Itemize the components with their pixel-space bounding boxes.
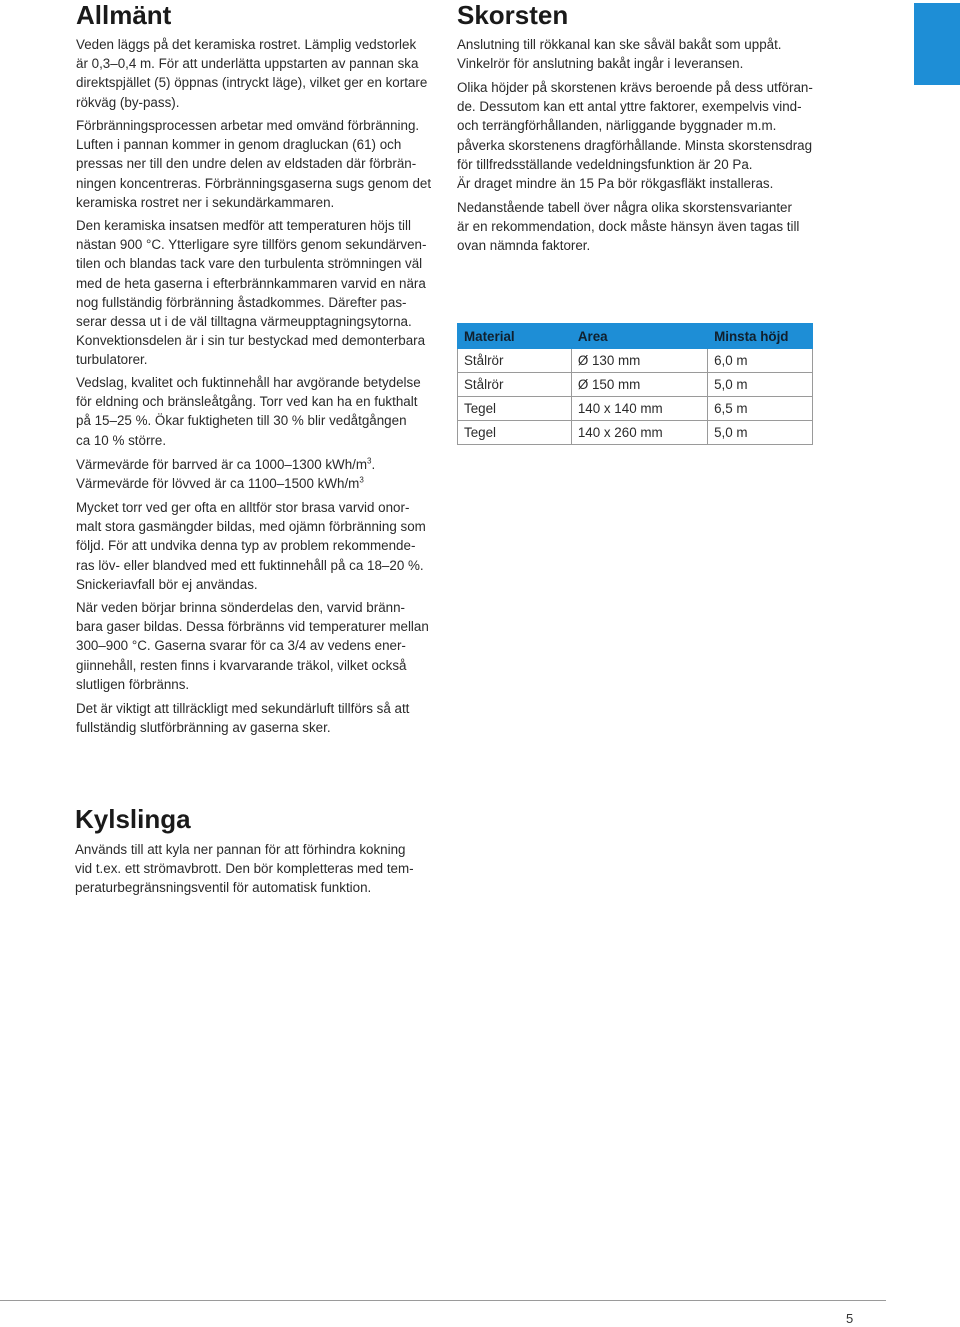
table-cell: 5,0 m bbox=[708, 421, 813, 445]
text-line: Anslutning till rökkanal kan ske såväl bakåt som uppåt. bbox=[457, 37, 782, 52]
text-line: ras löv- eller blandved med ett fuktinnehåll på ca 18–20 %. bbox=[76, 557, 424, 573]
paragraph bbox=[76, 498, 436, 594]
text-line: rökväg (by-pass). bbox=[76, 94, 180, 110]
table-cell: 5,0 m bbox=[708, 373, 813, 397]
text-line: Används till att kyla ner pannan för att förhindra kokning bbox=[75, 842, 406, 857]
text-line: Värmevärde för barrved är ca 1000–1300 kWh/m bbox=[76, 457, 368, 472]
text-line: vid t.ex. ett strömavbrott. Den bör kompletteras med tem- bbox=[75, 861, 414, 877]
text-line: ca 10 % större. bbox=[76, 432, 167, 448]
text-line: Mycket torr ved ger ofta en alltför stor brasa varvid onor- bbox=[76, 500, 410, 515]
paragraph bbox=[76, 35, 436, 112]
table-cell: 140 x 260 mm bbox=[571, 421, 707, 445]
text-line: Den keramiska insatsen medför att temperaturen höjs till bbox=[76, 218, 411, 233]
text-line: peraturbegränsningsventil för automatisk funktion. bbox=[75, 880, 372, 896]
text-line: När veden börjar brinna sönderdelas den, varvid bränn- bbox=[76, 600, 406, 615]
text-line: nästan 900 °C. Ytterligare syre tillförs genom sekundärven- bbox=[76, 237, 427, 253]
text-line: malt stora gasmängder bildas, med ojämn förbränning som bbox=[76, 519, 426, 535]
text-line: Förbränningsprocessen arbetar med omvänd förbränning. bbox=[76, 118, 420, 133]
text-line: direktspjället (5) öppnas (intryckt läge), vilket ger en kortare bbox=[76, 75, 428, 91]
text-line: pressas ner till den undre delen av eldstaden där förbrän- bbox=[76, 156, 417, 172]
column-header-area: Area bbox=[571, 324, 707, 349]
text-line: slutligen förbränns. bbox=[76, 676, 190, 692]
paragraph bbox=[457, 35, 822, 73]
text-line: 300–900 °C. Gaserna svarar för ca 3/4 av vedens ener- bbox=[76, 638, 406, 654]
text-line: bara gaser bildas. Dessa förbränns vid temperaturer mellan bbox=[76, 619, 429, 635]
text-line: är 0,3–0,4 m. För att underlätta uppstarten av pannan ska bbox=[76, 56, 419, 72]
table-cell: Tegel bbox=[458, 397, 572, 421]
text-line: följd. För att undvika denna typ av problem rekommende- bbox=[76, 538, 416, 554]
table-cell: 6,0 m bbox=[708, 349, 813, 373]
heading-allmant: Allmänt bbox=[76, 0, 172, 30]
paragraph bbox=[75, 840, 435, 898]
text-line: är en rekommendation, dock måste hänsyn även tagas till bbox=[457, 219, 800, 235]
text-line: tilen och blandas tack vare den turbulenta strömningen väl bbox=[76, 256, 423, 272]
text-line: de. Dessutom kan ett antal yttre faktorer, exempelvis vind- bbox=[457, 99, 802, 115]
text-line: Snickeriavfall bör ej användas. bbox=[76, 576, 258, 592]
superscript: 3 bbox=[359, 475, 364, 485]
text-line: för eldning och bränsleåtgång. Torr ved kan ha en fukthalt bbox=[76, 394, 418, 410]
text-line: ovan nämnda faktorer. bbox=[457, 238, 591, 254]
table-cell: Tegel bbox=[458, 421, 572, 445]
paragraph bbox=[76, 699, 436, 737]
table-header-row bbox=[458, 324, 813, 349]
table-cell: 6,5 m bbox=[708, 397, 813, 421]
superscript: 3 bbox=[367, 456, 372, 466]
heading-skorsten: Skorsten bbox=[457, 0, 569, 30]
paragraph bbox=[76, 216, 436, 370]
footer-divider bbox=[0, 1300, 886, 1301]
text-line: Vinkelrör för anslutning bakåt ingår i leveransen. bbox=[457, 56, 744, 72]
table-cell: Ø 130 mm bbox=[571, 349, 707, 373]
text-line: giinnehåll, resten finns i kvarvarande träkol, vilket också bbox=[76, 657, 407, 673]
text-line: med de heta gaserna i efterbrännkammaren varvid en nära bbox=[76, 275, 426, 291]
text-line: Värmevärde för lövved är ca 1100–1500 kWh/m bbox=[76, 476, 360, 492]
text-line: Det är viktigt att tillräckligt med sekundärluft tillförs så att bbox=[76, 701, 410, 716]
column-header-min-height: Minsta höjd bbox=[708, 324, 813, 349]
chimney-table bbox=[457, 323, 813, 445]
text-line: Vedslag, kvalitet och fuktinnehåll har avgörande betydelse bbox=[76, 375, 421, 390]
text-line: på 15–25 %. Ökar fuktigheten till 30 % blir vedåtgången bbox=[76, 413, 407, 429]
paragraph bbox=[457, 198, 822, 256]
text-line: ningen koncentreras. Förbränningsgaserna sugs genom det bbox=[76, 175, 432, 191]
section-tab-marker bbox=[914, 3, 960, 85]
text-line: för tillfredsställande vedeldningsfunktion är 20 Pa. bbox=[457, 156, 753, 172]
text-line: Olika höjder på skorstenen krävs beroende på dess utföran- bbox=[457, 80, 813, 95]
text-line: . bbox=[371, 457, 376, 472]
table-cell: 140 x 140 mm bbox=[571, 397, 707, 421]
paragraph bbox=[457, 78, 822, 193]
table-row bbox=[458, 421, 813, 445]
paragraph bbox=[76, 455, 436, 493]
text-line: fullständig slutförbränning av gaserna sker. bbox=[76, 720, 331, 736]
text-line: och terrängförhållanden, närliggande byggnader m.m. bbox=[457, 118, 777, 134]
table-cell: Stålrör bbox=[458, 373, 572, 397]
page-number: 5 bbox=[846, 1311, 854, 1326]
text-line: nog fullständig förbränning åstadkommes. Därefter pas- bbox=[76, 294, 407, 310]
table-cell: Ø 150 mm bbox=[571, 373, 707, 397]
text-line: Nedanstående tabell över några olika skorstensvarianter bbox=[457, 200, 792, 215]
text-line: Är draget mindre än 15 Pa bör rökgasfläkt installeras. bbox=[457, 176, 774, 192]
column-header-material: Material bbox=[458, 324, 572, 349]
paragraph bbox=[76, 116, 436, 212]
text-line: keramiska rostret ner i sekundärkammaren. bbox=[76, 194, 335, 210]
text-line: Konvektionsdelen är i sin tur bestyckad med demonterbara bbox=[76, 333, 426, 349]
text-line: turbulatorer. bbox=[76, 352, 148, 368]
paragraph bbox=[76, 373, 436, 450]
table-cell: Stålrör bbox=[458, 349, 572, 373]
text-line: påverka skorstenens dragförhållande. Minsta skorstensdrag bbox=[457, 137, 813, 153]
paragraph bbox=[76, 598, 436, 694]
text-line: Luften i pannan kommer in genom dragluckan (61) och bbox=[76, 137, 402, 153]
text-line: serar dessa ut i de väl tilltagna värmeupptagningsytorna. bbox=[76, 314, 412, 330]
text-line: Veden läggs på det keramiska rostret. Lämplig vedstorlek bbox=[76, 37, 417, 52]
table-row bbox=[458, 373, 813, 397]
heading-kylslinga: Kylslinga bbox=[75, 804, 191, 834]
table-row bbox=[458, 349, 813, 373]
table-row bbox=[458, 397, 813, 421]
